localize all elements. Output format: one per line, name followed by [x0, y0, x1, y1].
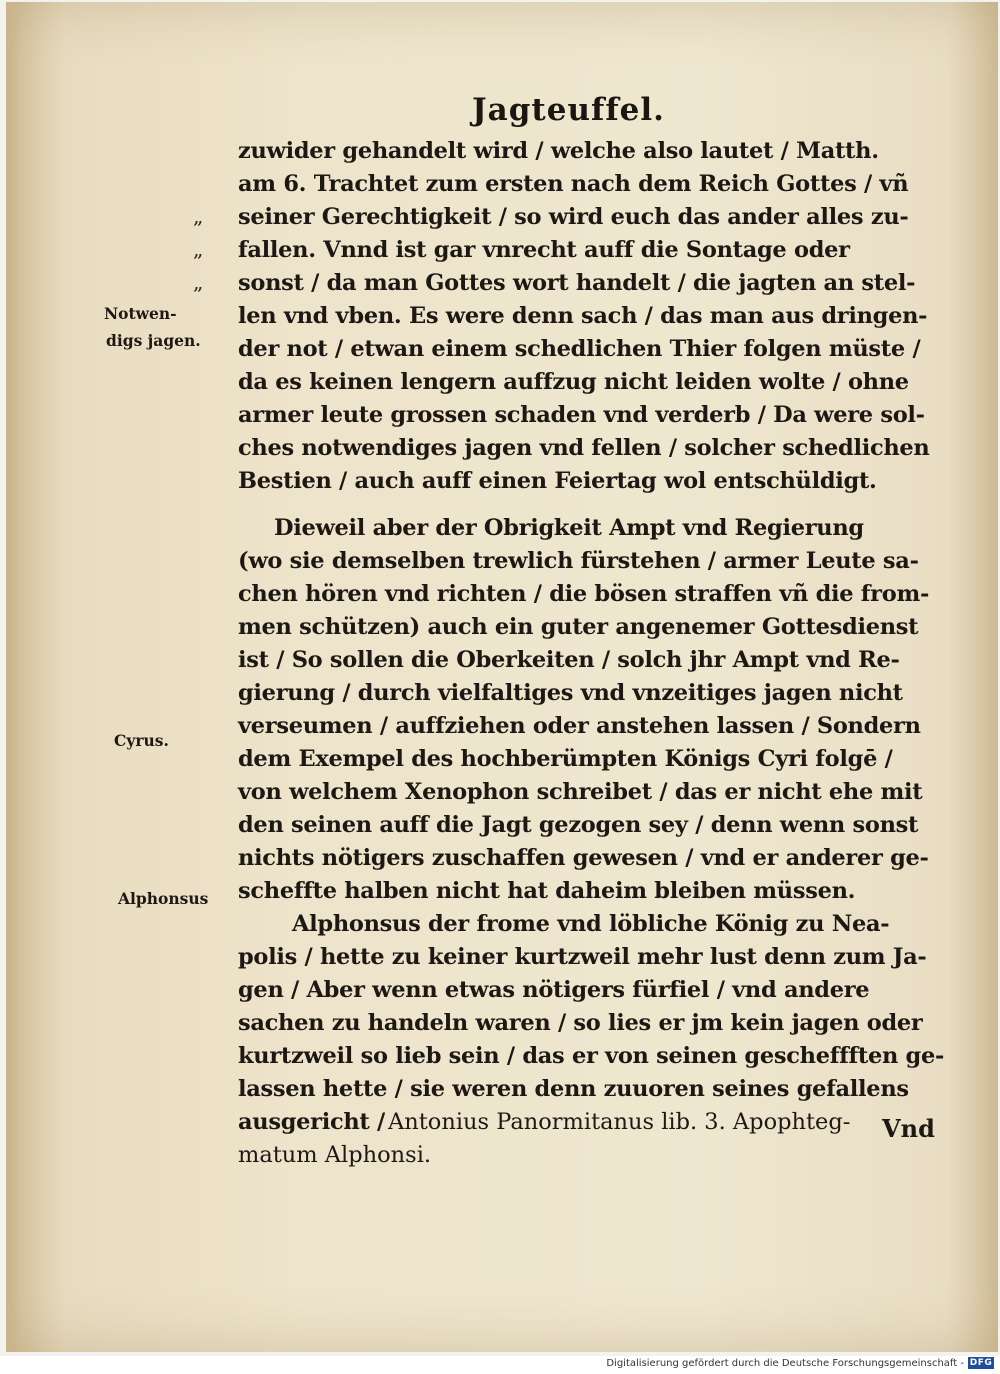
text-line: den seinen auff die Jagt gezogen sey / denn wenn sonst [238, 812, 919, 838]
catchword: Vnd [882, 1114, 935, 1143]
text-line: Bestien / auch auff einen Feiertag wol entschüldigt. [238, 468, 877, 494]
text-line: Dieweil aber der Obrigkeit Ampt vnd Regierung [274, 515, 864, 541]
text-line: fallen. Vnnd ist gar vnrecht auff die Sontage oder [238, 237, 850, 263]
text-line: von welchem Xenophon schreibet / das er nicht ehe mit [238, 779, 923, 805]
text-line: der not / etwan einem schedlichen Thier folgen müste / [238, 336, 921, 362]
text-line: zuwider gehandelt wird / welche also lautet / Matth. [238, 138, 879, 164]
text-line: polis / hette zu keiner kurtzweil mehr lust denn zum Ja- [238, 944, 927, 970]
footer-credit: Digitalisierung gefördert durch die Deutsche Forschungsgemeinschaft - [606, 1358, 964, 1369]
text-line: sonst / da man Gottes wort handelt / die jagten an stel- [238, 270, 916, 296]
text-line: men schützen) auch ein guter angenemer Gottesdienst [238, 614, 919, 640]
margin-note-notwendig-1: Notwen- [104, 304, 177, 323]
text-line: ist / So sollen die Oberkeiten / solch jhr Ampt vnd Re- [238, 647, 900, 673]
text-line: da es keinen lengern auffzug nicht leiden wolte / ohne [238, 369, 909, 395]
text-line: dem Exempel des hochberümpten Königs Cyri folgē / [238, 746, 893, 772]
text-line: seiner Gerechtigkeit / so wird euch das ander alles zu- [238, 204, 909, 230]
dfg-logo: DFG [969, 1358, 993, 1368]
text-line: ches notwendiges jagen vnd fellen / solcher schedlichen [238, 435, 930, 461]
text-line: chen hören vnd richten / die bösen straffen vñ die from- [238, 581, 929, 607]
scanned-page [6, 2, 998, 1352]
text-line: gierung / durch vielfaltiges vnd vnzeitiges jagen nicht [238, 680, 903, 706]
citation-line: matum Alphonsi. [238, 1142, 432, 1168]
margin-note-alphonsus: Alphonsus [118, 889, 209, 908]
text-line: gen / Aber wenn etwas nötigers fürfiel / vnd andere [238, 977, 870, 1003]
text-line: verseumen / auffziehen oder anstehen lassen / Sondern [238, 713, 921, 739]
quote-marker: „ [193, 270, 206, 294]
text-line: kurtzweil so lieb sein / das er von seinen gescheffften ge- [238, 1043, 945, 1069]
running-head: Jagteuffel. [472, 92, 665, 128]
text-line: Alphonsus der frome vnd löbliche König zu Nea- [292, 911, 890, 937]
footer [0, 1356, 1000, 1374]
text-line: am 6. Trachtet zum ersten nach dem Reich Gottes / vñ [238, 171, 909, 197]
text-line: nichts nötigers zuschaffen gewesen / vnd er anderer ge- [238, 845, 929, 871]
text-line: lassen hette / sie weren denn zuuoren seines gefallens [238, 1076, 909, 1102]
text-line: ausgericht / [238, 1109, 385, 1135]
margin-note-cyrus: Cyrus. [114, 731, 169, 750]
text-line: armer leute grossen schaden vnd verderb / Da were sol- [238, 402, 925, 428]
margin-note-notwendig-2: digs jagen. [106, 331, 201, 350]
text-line: sachen zu handeln waren / so lies er jm kein jagen oder [238, 1010, 923, 1036]
text-line: len vnd vben. Es were denn sach / das man aus dringen- [238, 303, 928, 329]
citation-line: Antonius Panormitanus lib. 3. Apophteg- [388, 1109, 851, 1135]
quote-marker: „ [193, 204, 206, 228]
text-line: scheffte halben nicht hat daheim bleiben müssen. [238, 878, 856, 904]
text-line: (wo sie demselben trewlich fürstehen / armer Leute sa- [238, 548, 919, 574]
quote-marker: „ [193, 237, 206, 261]
